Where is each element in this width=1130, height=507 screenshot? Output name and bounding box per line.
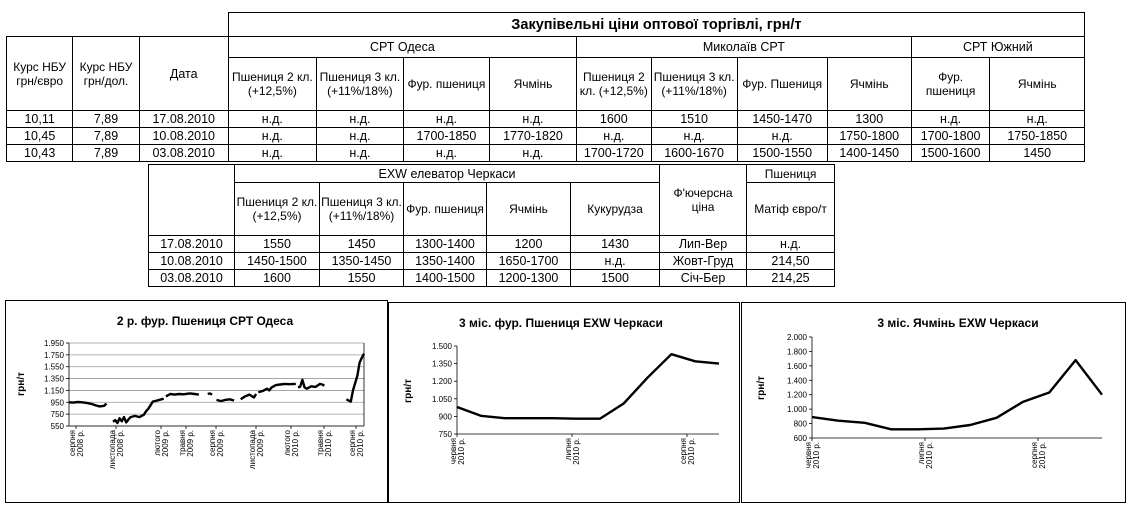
header-wheat3: Пшениця 3 кл. (+11%/18%) xyxy=(320,183,404,236)
y-tick-label: 1.800 xyxy=(786,347,807,357)
header-wheat2: Пшениця 2 кл. (+12,5%) xyxy=(228,58,316,111)
y-tick-label: 1.400 xyxy=(786,376,807,386)
header-barley: Ячмінь xyxy=(487,183,571,236)
header-barley: Ячмінь xyxy=(489,58,576,111)
cell-value: 1550 xyxy=(235,236,320,253)
cell-value: 1430 xyxy=(571,236,660,253)
cell-matif: 214,25 xyxy=(747,270,835,287)
cell-matif: 214,50 xyxy=(747,253,835,270)
x-tick-label: липня2010 р. xyxy=(917,442,934,469)
y-tick-label: 1.000 xyxy=(786,405,807,415)
y-tick-label: 2.000 xyxy=(786,333,807,342)
chart-cherkasy-barley-svg xyxy=(742,303,1125,502)
cell-value: 1600 xyxy=(577,111,652,128)
y-tick-label: 600 xyxy=(793,434,807,443)
cell-value: 1350-1400 xyxy=(404,253,487,270)
header-corn: Кукурудза xyxy=(571,183,660,236)
table-row xyxy=(7,128,1085,145)
header-matif: Матіф євро/т xyxy=(747,183,835,236)
y-tick-label: 900 xyxy=(438,412,452,422)
cell-value: н.д. xyxy=(577,128,652,145)
header-wheat3: Пшениця 3 кл. (+11%/18%) xyxy=(651,58,737,111)
header-wheat: Пшениця xyxy=(747,165,835,183)
cell-value: 1400-1450 xyxy=(827,145,911,162)
header-barley: Ячмінь xyxy=(990,58,1085,111)
y-tick-label: 1.500 xyxy=(431,342,452,351)
chart-title: 3 міс. фур. Пшениця EXW Черкаси xyxy=(459,316,663,330)
header-south: СРТ Южний xyxy=(911,37,1084,58)
y-tick-label: 1.050 xyxy=(431,394,452,404)
cell-date: 10.08.2010 xyxy=(139,128,228,145)
empty-corner xyxy=(7,13,229,37)
table-row xyxy=(149,253,835,270)
series-line xyxy=(346,354,364,402)
cell-value: 1500 xyxy=(571,270,660,287)
cell-date: 17.08.2010 xyxy=(149,236,235,253)
y-tick-label: 750 xyxy=(50,410,64,420)
cell-eur: 10,43 xyxy=(7,145,73,162)
cell-value: 1450-1470 xyxy=(737,111,827,128)
cell-value: 1770-1820 xyxy=(489,128,576,145)
y-axis-label: грн/т xyxy=(756,376,767,400)
cell-value: н.д. xyxy=(228,111,316,128)
cell-date: 03.08.2010 xyxy=(139,145,228,162)
cell-value: 1450-1500 xyxy=(235,253,320,270)
series-line xyxy=(258,384,296,392)
series-line xyxy=(241,394,256,399)
x-tick-label: травня2009 р. xyxy=(178,430,195,457)
y-axis-label: грн/т xyxy=(403,379,414,403)
y-tick-label: 800 xyxy=(793,419,807,429)
x-tick-label: серпня2009 р. xyxy=(208,430,225,457)
chart-odesa-feed-wheat xyxy=(5,300,388,503)
cell-value: 1510 xyxy=(651,111,737,128)
series-line xyxy=(208,393,212,394)
cell-value: 1200-1300 xyxy=(487,270,571,287)
cell-value: 1400-1500 xyxy=(404,270,487,287)
y-tick-label: 1.950 xyxy=(43,339,64,348)
header-rate-usd: Курс НБУ грн/дол. xyxy=(73,37,139,111)
cell-value: 1500-1600 xyxy=(911,145,990,162)
x-tick-label: листопада2009 р. xyxy=(248,430,265,470)
cell-value: н.д. xyxy=(228,128,316,145)
table-row xyxy=(7,111,1085,128)
cell-eur: 10,45 xyxy=(7,128,73,145)
cell-value: 1750-1800 xyxy=(827,128,911,145)
table-title: Закупівельні ціни оптової торгівлі, грн/т xyxy=(228,13,1084,37)
cell-value: н.д. xyxy=(990,111,1085,128)
cell-value: 1600-1670 xyxy=(651,145,737,162)
cell-value: н.д. xyxy=(316,111,403,128)
y-tick-label: 1.600 xyxy=(786,361,807,371)
x-tick-label: серпня2010 р. xyxy=(679,438,696,465)
x-tick-label: серпня2010 р. xyxy=(348,430,365,457)
cell-value: 1350-1450 xyxy=(320,253,404,270)
cell-value: н.д. xyxy=(316,145,403,162)
chart-cherkasy-barley xyxy=(741,302,1126,503)
table-row xyxy=(149,236,835,253)
cell-value: н.д. xyxy=(316,128,403,145)
price-table-main xyxy=(6,12,1085,162)
cell-value: н.д. xyxy=(403,111,489,128)
cell-value: 1750-1850 xyxy=(990,128,1085,145)
header-feed-wheat: Фур. Пшениця xyxy=(737,58,827,111)
y-tick-label: 1.200 xyxy=(431,377,452,387)
x-tick-label: червня2010 р. xyxy=(804,442,821,469)
chart-cherkasy-feed-wheat xyxy=(388,302,740,503)
cell-value: 1700-1850 xyxy=(403,128,489,145)
series-line xyxy=(298,380,324,389)
chart-title: 2 р. фур. Пшениця СРТ Одеса xyxy=(116,314,294,328)
header-feed-wheat: Фур. пшениця xyxy=(403,58,489,111)
series-line xyxy=(457,354,719,419)
table-row xyxy=(149,270,835,287)
chart-title: 3 міс. Ячмінь EXW Черкаси xyxy=(877,316,1039,330)
cell-date: 03.08.2010 xyxy=(149,270,235,287)
cell-value: 1700-1800 xyxy=(911,128,990,145)
cell-futures: Жовт-Груд xyxy=(660,253,747,270)
table-row xyxy=(7,145,1085,162)
cell-value: н.д. xyxy=(651,128,737,145)
cell-value: 1500-1550 xyxy=(737,145,827,162)
cell-value: н.д. xyxy=(571,253,660,270)
header-wheat2: Пшениця 2 кл. (+12,5%) xyxy=(577,58,652,111)
y-tick-label: 1.200 xyxy=(786,390,807,400)
cell-usd: 7,89 xyxy=(73,145,139,162)
x-tick-label: лютого2009 р. xyxy=(153,430,170,457)
header-date-empty xyxy=(149,165,235,236)
header-mykolaiv: Миколаїв СРТ xyxy=(577,37,912,58)
cell-value: 1650-1700 xyxy=(487,253,571,270)
y-tick-label: 1.150 xyxy=(43,386,64,396)
y-tick-label: 1.350 xyxy=(43,374,64,384)
cell-value: 1200 xyxy=(487,236,571,253)
cell-value: 1600 xyxy=(235,270,320,287)
header-rate-eur: Курс НБУ грн/євро xyxy=(7,37,73,111)
cell-matif: н.д. xyxy=(747,236,835,253)
cell-eur: 10,11 xyxy=(7,111,73,128)
y-tick-label: 1.550 xyxy=(43,362,64,372)
x-tick-label: серпня2008 р. xyxy=(68,430,85,457)
x-tick-label: липня2010 р. xyxy=(564,438,581,465)
cell-value: 1450 xyxy=(320,236,404,253)
cell-value: н.д. xyxy=(403,145,489,162)
cell-value: н.д. xyxy=(737,128,827,145)
cell-value: н.д. xyxy=(489,111,576,128)
header-wheat2: Пшениця 2 кл. (+12,5%) xyxy=(235,183,320,236)
cell-futures: Січ-Бер xyxy=(660,270,747,287)
chart-odesa-svg xyxy=(6,301,387,502)
chart-cherkasy-wheat-svg xyxy=(389,303,739,502)
x-tick-label: червня2010 р. xyxy=(449,438,466,465)
cell-usd: 7,89 xyxy=(73,111,139,128)
cell-value: 1550 xyxy=(320,270,404,287)
y-tick-label: 550 xyxy=(50,422,64,431)
header-feed-wheat: Фур. пшениця xyxy=(404,183,487,236)
cell-value: н.д. xyxy=(489,145,576,162)
x-tick-label: травня2010 р. xyxy=(316,430,333,457)
series-line xyxy=(217,399,235,401)
y-tick-label: 750 xyxy=(438,430,452,439)
cell-futures: Лип-Вер xyxy=(660,236,747,253)
header-feed-wheat: Фур. пшениця xyxy=(911,58,990,111)
x-tick-label: листопада2008 р. xyxy=(108,430,125,470)
header-futures: Ф'ючерсна ціна xyxy=(660,165,747,236)
header-wheat3: Пшениця 3 кл. (+11%/18%) xyxy=(316,58,403,111)
cell-value: 1300 xyxy=(827,111,911,128)
price-table-cherkasy xyxy=(148,164,835,287)
cell-value: 1300-1400 xyxy=(404,236,487,253)
x-tick-label: серпня2010 р. xyxy=(1030,442,1047,469)
cell-value: 1450 xyxy=(990,145,1085,162)
header-barley: Ячмінь xyxy=(827,58,911,111)
x-tick-label: лютого2010 р. xyxy=(283,430,300,457)
cell-value: 1700-1720 xyxy=(577,145,652,162)
cell-value: н.д. xyxy=(911,111,990,128)
cell-date: 10.08.2010 xyxy=(149,253,235,270)
cell-value: н.д. xyxy=(228,145,316,162)
y-tick-label: 1.350 xyxy=(431,359,452,369)
series-line xyxy=(812,360,1102,429)
cell-date: 17.08.2010 xyxy=(139,111,228,128)
header-date: Дата xyxy=(139,37,228,111)
y-tick-label: 950 xyxy=(50,398,64,408)
header-odesa: СРТ Одеса xyxy=(228,37,576,58)
series-line xyxy=(166,393,199,396)
y-axis-label: грн/т xyxy=(16,372,27,396)
cell-usd: 7,89 xyxy=(73,128,139,145)
y-tick-label: 1.750 xyxy=(43,350,64,360)
header-exw: EXW елеватор Черкаси xyxy=(235,165,660,183)
